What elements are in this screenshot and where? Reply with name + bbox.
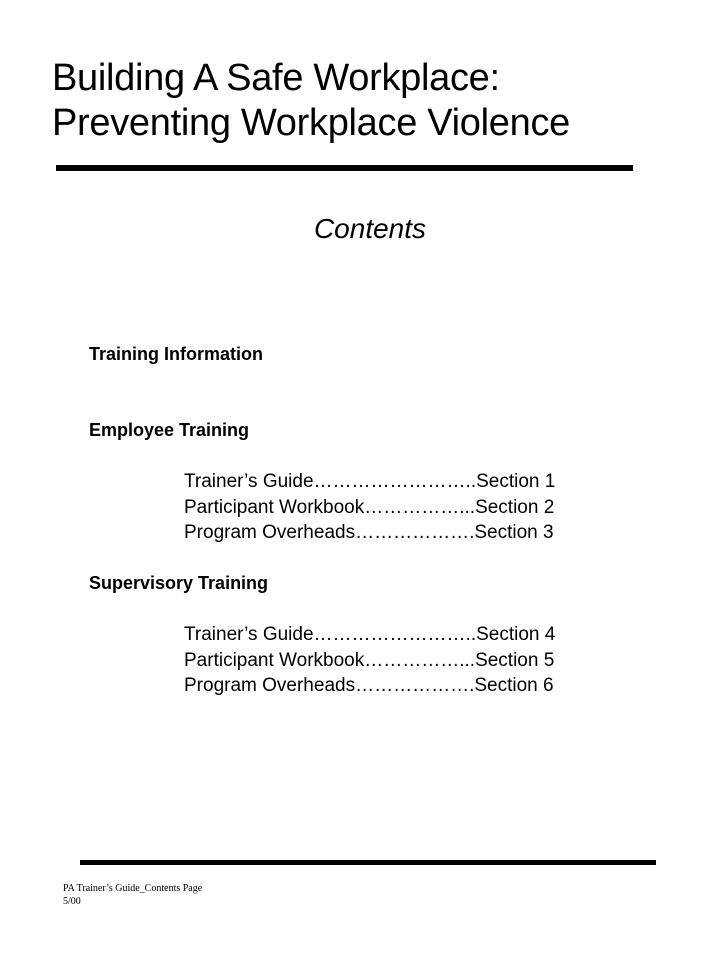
document-title-line-1: Building A Safe Workplace: <box>52 57 500 99</box>
footer-document-name: PA Trainer’s Guide_Contents Page <box>63 883 203 894</box>
toc-list-employee-training <box>184 469 555 546</box>
section-heading-supervisory-training: Supervisory Training <box>89 573 269 593</box>
toc-entry: Program Overheads……………….Section 6 <box>184 675 554 696</box>
toc-entry: Participant Workbook……………...Section 2 <box>184 496 555 518</box>
footer-date: 5/00 <box>63 896 81 907</box>
toc-entry: Trainer’s Guide……………………..Section 1 <box>184 471 556 492</box>
bottom-divider-rule <box>80 860 656 865</box>
document-title-line-2: Preventing Workplace Violence <box>52 102 570 144</box>
toc-entry: Program Overheads……………….Section 3 <box>184 522 554 543</box>
toc-entry: Participant Workbook……………...Section 5 <box>184 649 555 671</box>
section-heading-training-information: Training Information <box>89 344 263 364</box>
toc-list-supervisory-training <box>184 622 555 699</box>
page-footer <box>63 882 202 908</box>
document-title <box>52 56 692 146</box>
section-heading-employee-training: Employee Training <box>89 420 250 440</box>
top-divider-rule <box>56 165 633 171</box>
toc-entry: Trainer’s Guide……………………..Section 4 <box>184 624 556 645</box>
contents-heading: Contents <box>313 213 427 244</box>
